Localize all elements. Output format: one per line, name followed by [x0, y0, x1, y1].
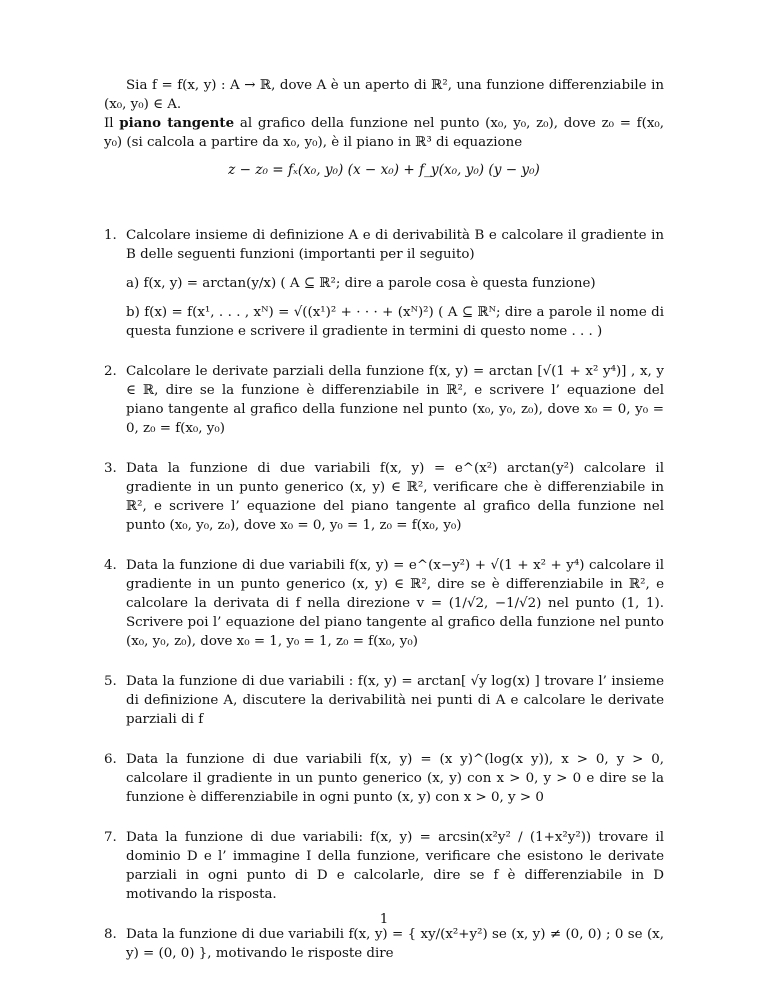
exercise-text: Data la funzione di due variabili f(x, y) = { xy/(x²+y²) se (x, y) ≠ (0, 0) ; 0 se (x, y) = (0, 0) }, motivando le risposte dire: [126, 927, 664, 961]
exercise-number: 1.: [104, 228, 117, 243]
exercise-text: Calcolare insieme di definizione A e di derivabilità B e calcolare il gradiente in B delle seguenti funzioni (importanti per il seguito): [126, 228, 664, 262]
exercise-7: [104, 828, 664, 904]
intro-line-2: [104, 114, 664, 152]
exercise-1: [104, 226, 664, 341]
exercise-number: 7.: [104, 830, 117, 845]
intro-line-2-pre: Il: [104, 116, 120, 131]
exercise-1-part-b: b) f(x) = f(x¹, . . . , xᴺ) = √((x¹)² + · · · + (xᴺ)²) ( A ⊆ ℝᴺ; dire a parole il nome di questa funzione e scrivere il gradiente in termini di questo nome . . . ): [126, 305, 664, 339]
exercise-number: 3.: [104, 461, 117, 476]
intro-paragraph: [104, 76, 664, 152]
exercise-text: Data la funzione di due variabili f(x, y) = (x y)^(log(x y)), x > 0, y > 0, calcolare il gradiente in un punto generico (x, y) con x > 0, y > 0 e dire se la funzione è differenziabile in ogni punto (x, y) con x > 0, y > 0: [126, 752, 664, 805]
exercise-text: Data la funzione di due variabili : f(x, y) = arctan[ √y log(x) ] trovare l’ insieme di definizione A, discutere la derivabilità nei punti di A e calcolare le derivate parziali di f: [126, 674, 664, 727]
piano-tangente-term: piano tangente: [119, 115, 235, 131]
exercise-text: Data la funzione di due variabili: f(x, y) = arcsin(x²y² / (1+x²y²)) trovare il dominio D e l’ immagine I della funzione, verificare che esistono le derivate parziali in ogni punto di D e calcolarle, dire se f è differenziabile in D motivando la risposta.: [126, 830, 664, 902]
tangent-plane-formula: z − z₀ = fₓ(x₀, y₀) (x − x₀) + f_y(x₀, y₀) (y − y₀): [228, 162, 540, 178]
exercise-8: [104, 925, 664, 963]
exercise-number: 4.: [104, 558, 117, 573]
exercise-number: 5.: [104, 674, 117, 689]
exercise-6: [104, 750, 664, 807]
exercise-5: [104, 672, 664, 729]
intro-line-1: Sia f = f(x, y) : A → ℝ, dove A è un aperto di ℝ², una funzione differenziabile in (x₀, y₀) ∈ A.: [104, 78, 664, 112]
exercise-3: [104, 459, 664, 535]
exercise-text: Data la funzione di due variabili f(x, y) = e^(x−y²) + √(1 + x² + y⁴) calcolare il gradiente in un punto generico (x, y) ∈ ℝ², dire se è differenziabile in ℝ², e calcolare la derivata di f nella direzione v = (1/√2, −1/√2) nel punto (1, 1). Scrivere poi l’ equazione del piano tangente al grafico della funzione nel punto (x₀, y₀, z₀), dove x₀ = 1, y₀ = 1, z₀ = f(x₀, y₀): [126, 558, 664, 649]
exercise-text: Calcolare le derivate parziali della funzione f(x, y) = arctan [√(1 + x² y⁴)] , x, y ∈ ℝ, dire se la funzione è differenziabile in ℝ², e scrivere l’ equazione del piano tangente al grafico della funzione nel punto (x₀, y₀, z₀), dove x₀ = 0, y₀ = 0, z₀ = f(x₀, y₀): [126, 364, 664, 436]
exercise-number: 6.: [104, 752, 117, 767]
exercise-2: [104, 362, 664, 438]
page-number: 1: [379, 912, 389, 927]
exercise-4: [104, 556, 664, 651]
intro-line-2-post: al grafico della funzione nel punto (x₀, y₀, z₀), dove z₀ = f(x₀, y₀) (si calcola a partire da x₀, y₀), è il piano in ℝ³ di equazione: [104, 116, 664, 150]
exercise-number: 8.: [104, 927, 117, 942]
exercise-1-part-a: a) f(x, y) = arctan(y/x) ( A ⊆ ℝ²; dire a parole cosa è questa funzione): [126, 276, 596, 291]
exercise-text: Data la funzione di due variabili f(x, y) = e^(x²) arctan(y²) calcolare il gradiente in un punto generico (x, y) ∈ ℝ², verificare che è differenziabile in ℝ², e scrivere l’ equazione del piano tangente al grafico della funzione nel punto (x₀, y₀, z₀), dove x₀ = 0, y₀ = 1, z₀ = f(x₀, y₀): [126, 461, 664, 533]
exercise-number: 2.: [104, 364, 117, 379]
exercise-list: [104, 226, 664, 984]
